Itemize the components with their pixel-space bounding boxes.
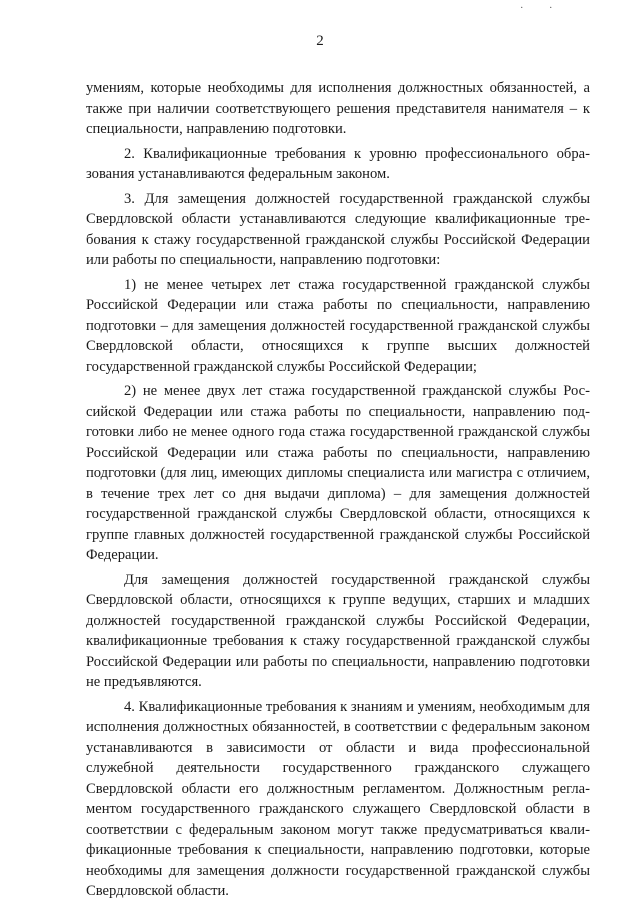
paragraph-3-note: Для замещения должностей государственной гражданской службы Свердловской области, относящихся к группе ведущих, старших и младших должностей государственной гражданской службы Российской Федерации, квалификационные требования к стажу государственной гражданской службы Российской Федерации или работы по специальности, направлению подготовки не предъявляются. <box>86 571 590 690</box>
page-number: 2 <box>316 33 324 49</box>
paragraph-3: 3. Для замещения должностей государственной гражданской службы Свердловской области устанавливаются следующие квалификационные требования к стажу государственной гражданской службы Российской Федерации или работы по специальности, направлению подготовки: <box>86 190 590 268</box>
corner-mark: . . <box>520 0 564 11</box>
paragraph-2: 2. Квалификационные требования к уровню профессионального образования устанавливаются федеральным законом. <box>86 145 590 182</box>
paragraph-3-item-1: 1) не менее четырех лет стажа государственной гражданской службы Российской Федерации или стажа работы по специальности, направлению подготовки – для замещения должностей государственной гражданской службы Свердловской области, относящихся к группе высших должностей государственной гражданской службы Российской Федерации; <box>86 276 590 375</box>
paragraph-continuation: умениям, которые необходимы для исполнения должностных обязанностей, а также при наличии соответствующего решения представителя нанимателя – к специальности, направлению подготовки. <box>86 80 590 137</box>
document-body <box>86 78 590 902</box>
paragraph-4: 4. Квалификационные требования к знаниям и умениям, необходимым для исполнения должностных обязанностей, в соответствии с федеральным законом устанавливаются в зависимости от области и вида профессиональной служебной деятельности государственного гражданского служащего Свердловской области его должностным регламентом. Должностным регламентом государственного гражданского служащего Свердловской области в соответствии с федеральным законом могут также предусматриваться квалификационные требования к специальности, направлению подготовки, которые необходимы для замещения должности государственной гражданской службы Свердловской области. <box>86 698 590 899</box>
paragraph-3-item-2: 2) не менее двух лет стажа государственной гражданской службы Российской Федерации или стажа работы по специальности, направлению подготовки либо не менее одного года стажа государственной гражданской службы Российской Федерации или стажа работы по специальности, направлению подготовки (для лиц, имеющих дипломы специалиста или магистра с отличием, в течение трех лет со дня выдачи диплома) – для замещения должностей государственной гражданской службы Свердловской области, относящихся к группе главных должностей государственной гражданской службы Российской Федерации. <box>86 383 590 563</box>
